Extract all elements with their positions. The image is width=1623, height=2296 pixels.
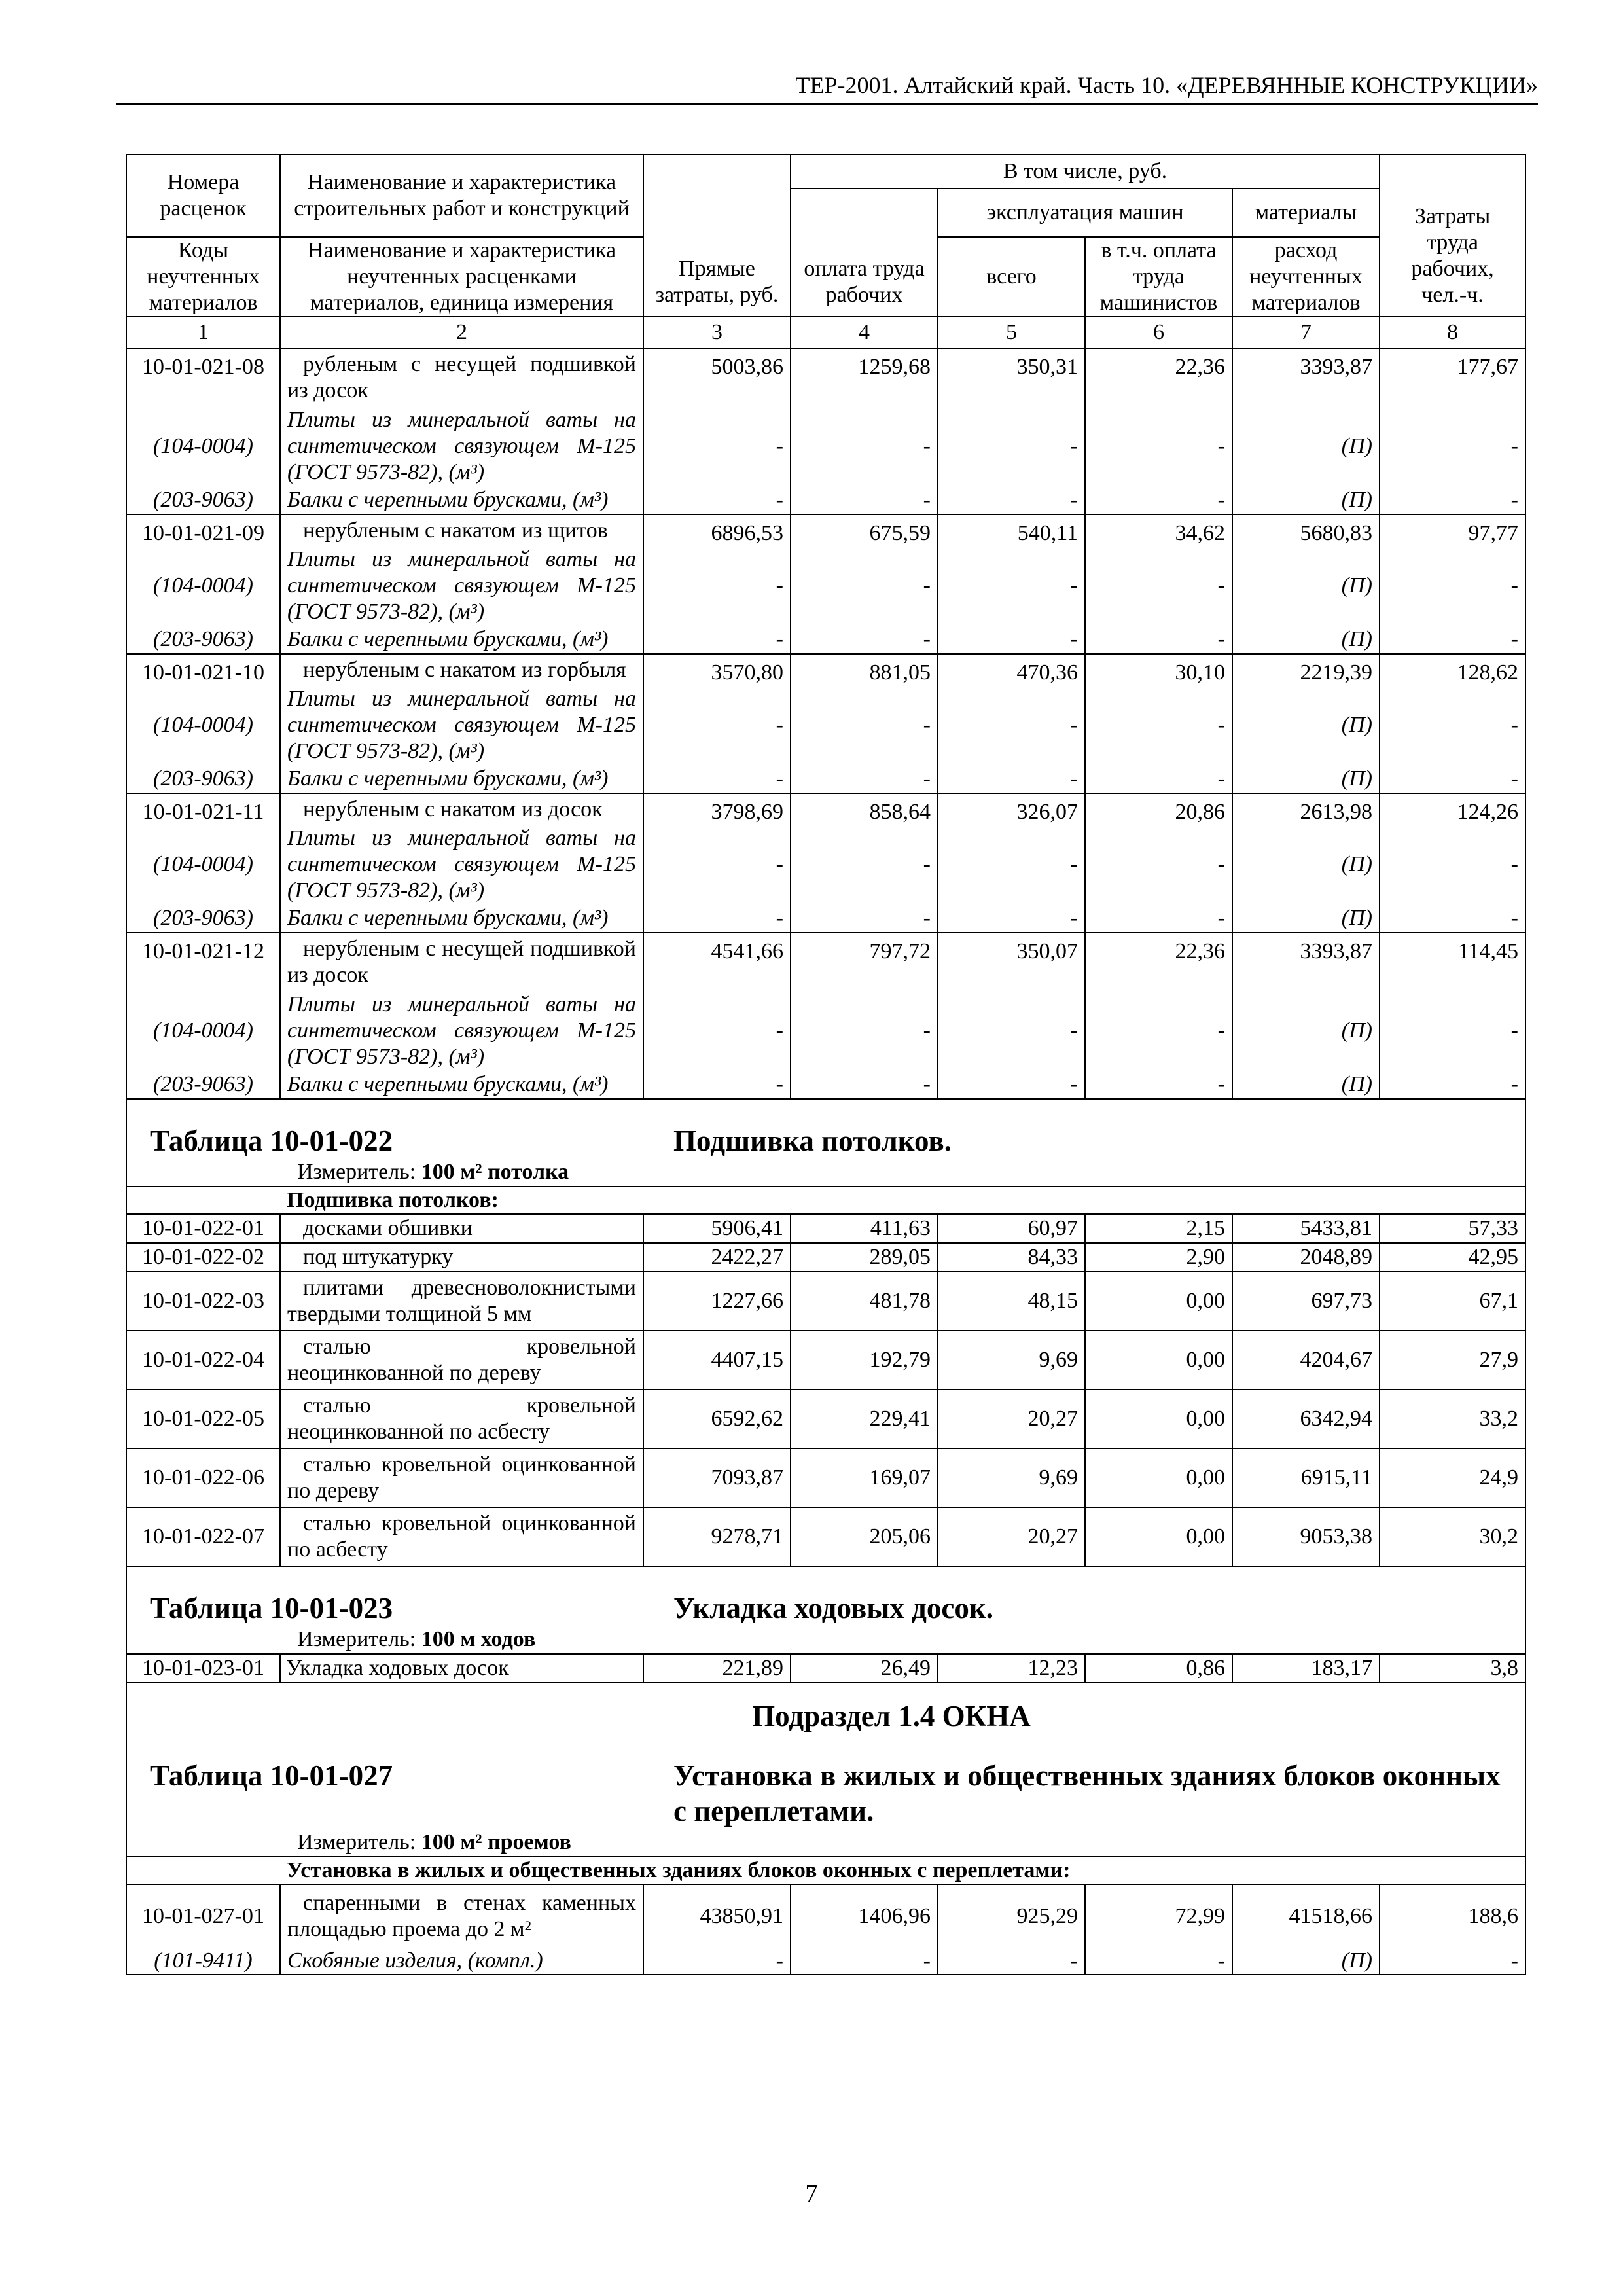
material-row	[126, 1947, 1525, 1975]
rate-code: 10-01-022-07	[126, 1507, 280, 1566]
table-row	[126, 1448, 1525, 1507]
page-number: 7	[805, 2180, 818, 2208]
materials-cost: 41518,66	[1232, 1884, 1380, 1947]
operator-pay: 30,10	[1085, 654, 1232, 686]
header-direct-costs: Прямые затраты, руб.	[643, 154, 791, 317]
material-code: (101-9411)	[126, 1947, 280, 1975]
measure-line	[134, 1626, 1518, 1653]
work-name: Укладка ходовых досок	[280, 1654, 643, 1683]
header-work-name: Наименование и характеристика строительных работ и конструкций	[280, 154, 643, 237]
material-row	[126, 992, 1525, 1070]
machine-total: 48,15	[938, 1272, 1085, 1331]
work-name: сталью кровельной неоцинкованной по асбесту	[280, 1390, 643, 1448]
material-value: -	[643, 992, 791, 1070]
material-value: -	[791, 1070, 938, 1099]
worker-pay: 169,07	[791, 1448, 938, 1507]
worker-pay: 411,63	[791, 1214, 938, 1243]
header-unaccounted-consumption: расход неучтенных материалов	[1232, 237, 1380, 317]
table-row	[126, 933, 1525, 992]
rate-code: 10-01-022-01	[126, 1214, 280, 1243]
material-name: Балки с черепными брусками, (м³)	[280, 1070, 643, 1099]
machine-total: 350,07	[938, 933, 1085, 992]
header-rate-numbers: Номера расценок	[126, 154, 280, 237]
material-row	[126, 825, 1525, 904]
material-name: Плиты из минеральной ваты на синтетическом связующем М-125 (ГОСТ 9573-82), (м³)	[280, 547, 643, 625]
materials-cost: 2219,39	[1232, 654, 1380, 686]
material-value: -	[938, 764, 1085, 793]
material-value: -	[643, 1070, 791, 1099]
work-name: досками обшивки	[280, 1214, 643, 1243]
rate-code: 10-01-022-03	[126, 1272, 280, 1331]
header-incl-operator-pay: в т.ч. оплата труда машинистов	[1085, 237, 1232, 317]
material-value: -	[1085, 486, 1232, 514]
materials-cost: 5680,83	[1232, 514, 1380, 547]
subhead-text: Подшивка потолков:	[287, 1188, 499, 1212]
header-including: В том числе, руб.	[791, 154, 1380, 188]
material-value: -	[1085, 992, 1232, 1070]
materials-cost: 2613,98	[1232, 793, 1380, 825]
header-materials: материалы	[1232, 188, 1380, 237]
material-name: Плиты из минеральной ваты на синтетическом связующем М-125 (ГОСТ 9573-82), (м³)	[280, 407, 643, 486]
direct-costs: 6896,53	[643, 514, 791, 547]
material-value: -	[643, 625, 791, 654]
worker-pay: 481,78	[791, 1272, 938, 1331]
measure-value: 100 м² потолка	[421, 1160, 569, 1184]
material-value: -	[1085, 904, 1232, 933]
labor-cost: 188,6	[1380, 1884, 1525, 1947]
material-value: -	[1380, 625, 1525, 654]
header-total: всего	[938, 237, 1085, 317]
work-name: нерубленым с накатом из щитов	[280, 514, 643, 547]
material-value: -	[791, 625, 938, 654]
material-value: -	[938, 1947, 1085, 1975]
worker-pay: 289,05	[791, 1243, 938, 1272]
measure-label: Измеритель:	[297, 1160, 416, 1184]
material-value: -	[643, 825, 791, 904]
rate-code: 10-01-021-08	[126, 348, 280, 407]
operator-pay: 0,00	[1085, 1507, 1232, 1566]
worker-pay: 881,05	[791, 654, 938, 686]
measure-line	[134, 1158, 1518, 1186]
table-row	[126, 1243, 1525, 1272]
column-number: 1	[126, 317, 280, 348]
materials-cost: 697,73	[1232, 1272, 1380, 1331]
material-value: -	[938, 686, 1085, 764]
material-value: -	[938, 547, 1085, 625]
material-consumption: (П)	[1232, 825, 1380, 904]
rate-code: 10-01-021-10	[126, 654, 280, 686]
material-consumption: (П)	[1232, 764, 1380, 793]
material-code: (203-9063)	[126, 764, 280, 793]
material-name: Балки с черепными брусками, (м³)	[280, 904, 643, 933]
rate-code: 10-01-022-04	[126, 1331, 280, 1390]
table-row	[126, 654, 1525, 686]
header-machine-operation: эксплуатация машин	[938, 188, 1232, 237]
column-number: 2	[280, 317, 643, 348]
rate-code: 10-01-022-06	[126, 1448, 280, 1507]
table-022-title-block	[126, 1099, 1525, 1187]
labor-cost: 27,9	[1380, 1331, 1525, 1390]
material-code: (203-9063)	[126, 1070, 280, 1099]
material-value: -	[1085, 825, 1232, 904]
material-code: (104-0004)	[126, 825, 280, 904]
materials-cost: 183,17	[1232, 1654, 1380, 1683]
worker-pay: 1259,68	[791, 348, 938, 407]
material-consumption: (П)	[1232, 904, 1380, 933]
material-value: -	[1380, 904, 1525, 933]
material-value: -	[1085, 625, 1232, 654]
direct-costs: 221,89	[643, 1654, 791, 1683]
materials-cost: 3393,87	[1232, 933, 1380, 992]
material-consumption: (П)	[1232, 625, 1380, 654]
machine-total: 540,11	[938, 514, 1085, 547]
direct-costs: 3798,69	[643, 793, 791, 825]
work-name: рубленым с несущей подшивкой из досок	[280, 348, 643, 407]
material-value: -	[791, 486, 938, 514]
material-name: Плиты из минеральной ваты на синтетическом связующем М-125 (ГОСТ 9573-82), (м³)	[280, 992, 643, 1070]
direct-costs: 3570,80	[643, 654, 791, 686]
rate-code: 10-01-023-01	[126, 1654, 280, 1683]
labor-cost: 42,95	[1380, 1243, 1525, 1272]
worker-pay: 26,49	[791, 1654, 938, 1683]
labor-cost: 33,2	[1380, 1390, 1525, 1448]
material-value: -	[1380, 1947, 1525, 1975]
material-row	[126, 1070, 1525, 1099]
material-name: Балки с черепными брусками, (м³)	[280, 625, 643, 654]
table-027-title-block	[126, 1683, 1525, 1857]
worker-pay: 205,06	[791, 1507, 938, 1566]
table-title: Подшивка потолков.	[673, 1124, 952, 1157]
column-number: 3	[643, 317, 791, 348]
material-value: -	[791, 904, 938, 933]
operator-pay: 72,99	[1085, 1884, 1232, 1947]
material-value: -	[1085, 686, 1232, 764]
worker-pay: 229,41	[791, 1390, 938, 1448]
subhead-text: Установка в жилых и общественных зданиях блоков оконных с переплетами:	[287, 1858, 1071, 1882]
table-023-title-block	[126, 1566, 1525, 1654]
price-table	[126, 154, 1526, 1975]
material-value: -	[938, 1070, 1085, 1099]
work-name: сталью кровельной неоцинкованной по дереву	[280, 1331, 643, 1390]
work-name: спаренными в стенах каменных площадью проема до 2 м²	[280, 1884, 643, 1947]
work-name: плитами древесноволокнистыми твердыми толщиной 5 мм	[280, 1272, 643, 1331]
operator-pay: 0,00	[1085, 1272, 1232, 1331]
material-value: -	[1380, 486, 1525, 514]
operator-pay: 0,00	[1085, 1331, 1232, 1390]
labor-cost: 177,67	[1380, 348, 1525, 407]
material-value: -	[791, 764, 938, 793]
operator-pay: 0,00	[1085, 1448, 1232, 1507]
material-value: -	[791, 825, 938, 904]
material-name: Скобяные изделия, (компл.)	[280, 1947, 643, 1975]
materials-cost: 5433,81	[1232, 1214, 1380, 1243]
material-value: -	[1085, 1070, 1232, 1099]
table-title: Установка в жилых и общественных зданиях блоков оконных с переплетами.	[673, 1759, 1501, 1827]
rate-code: 10-01-022-05	[126, 1390, 280, 1448]
table-row	[126, 1654, 1525, 1683]
material-row	[126, 486, 1525, 514]
material-value: -	[938, 825, 1085, 904]
material-value: -	[1085, 764, 1232, 793]
machine-total: 12,23	[938, 1654, 1085, 1683]
material-value: -	[1380, 547, 1525, 625]
table-row	[126, 348, 1525, 407]
work-name: нерубленым с накатом из горбыля	[280, 654, 643, 686]
worker-pay: 675,59	[791, 514, 938, 547]
machine-total: 84,33	[938, 1243, 1085, 1272]
material-value: -	[791, 547, 938, 625]
material-value: -	[1380, 764, 1525, 793]
material-value: -	[1085, 547, 1232, 625]
material-value: -	[938, 625, 1085, 654]
measure-value: 100 м² проемов	[421, 1830, 571, 1854]
material-code: (104-0004)	[126, 407, 280, 486]
material-value: -	[938, 486, 1085, 514]
direct-costs: 4541,66	[643, 933, 791, 992]
subhead-spacer	[126, 1187, 280, 1214]
measure-value: 100 м ходов	[421, 1627, 536, 1651]
labor-cost: 30,2	[1380, 1507, 1525, 1566]
operator-pay: 2,90	[1085, 1243, 1232, 1272]
labor-cost: 97,77	[1380, 514, 1525, 547]
direct-costs: 4407,15	[643, 1331, 791, 1390]
operator-pay: 20,86	[1085, 793, 1232, 825]
machine-total: 925,29	[938, 1884, 1085, 1947]
machine-total: 20,27	[938, 1390, 1085, 1448]
table-row	[126, 514, 1525, 547]
operator-pay: 22,36	[1085, 933, 1232, 992]
material-consumption: (П)	[1232, 547, 1380, 625]
material-value: -	[938, 904, 1085, 933]
table-row	[126, 1507, 1525, 1566]
labor-cost: 124,26	[1380, 793, 1525, 825]
material-name: Плиты из минеральной ваты на синтетическом связующем М-125 (ГОСТ 9573-82), (м³)	[280, 825, 643, 904]
material-row	[126, 547, 1525, 625]
worker-pay: 797,72	[791, 933, 938, 992]
table-row	[126, 1331, 1525, 1390]
table-row	[126, 1214, 1525, 1243]
material-value: -	[938, 992, 1085, 1070]
table-022-subhead	[280, 1187, 1525, 1214]
header-material-codes: Коды неучтенных материалов	[126, 237, 280, 317]
column-number: 5	[938, 317, 1085, 348]
header-labor: Затраты труда рабочих, чел.-ч.	[1380, 154, 1525, 317]
rate-code: 10-01-021-12	[126, 933, 280, 992]
work-name: сталью кровельной оцинкованной по асбесту	[280, 1507, 643, 1566]
table-title: Укладка ходовых досок.	[673, 1592, 994, 1624]
machine-total: 350,31	[938, 348, 1085, 407]
labor-cost: 128,62	[1380, 654, 1525, 686]
material-value: -	[791, 1947, 938, 1975]
direct-costs: 6592,62	[643, 1390, 791, 1448]
machine-total: 9,69	[938, 1448, 1085, 1507]
material-code: (104-0004)	[126, 686, 280, 764]
operator-pay: 2,15	[1085, 1214, 1232, 1243]
table-row	[126, 1272, 1525, 1331]
measure-line	[134, 1829, 1518, 1856]
subhead-spacer	[126, 1857, 280, 1884]
labor-cost: 24,9	[1380, 1448, 1525, 1507]
material-value: -	[791, 686, 938, 764]
rate-code: 10-01-022-02	[126, 1243, 280, 1272]
labor-cost: 114,45	[1380, 933, 1525, 992]
labor-cost: 67,1	[1380, 1272, 1525, 1331]
material-name: Плиты из минеральной ваты на синтетическом связующем М-125 (ГОСТ 9573-82), (м³)	[280, 686, 643, 764]
material-consumption: (П)	[1232, 407, 1380, 486]
material-value: -	[1380, 1070, 1525, 1099]
operator-pay: 0,86	[1085, 1654, 1232, 1683]
running-header: ТЕР-2001. Алтайский край. Часть 10. «ДЕРЕВЯННЫЕ КОНСТРУКЦИИ»	[116, 71, 1538, 105]
machine-total: 326,07	[938, 793, 1085, 825]
materials-cost: 9053,38	[1232, 1507, 1380, 1566]
column-number: 7	[1232, 317, 1380, 348]
rate-code: 10-01-027-01	[126, 1884, 280, 1947]
work-name: нерубленым с накатом из досок	[280, 793, 643, 825]
material-row	[126, 407, 1525, 486]
table-row	[126, 1390, 1525, 1448]
material-value: -	[1085, 407, 1232, 486]
worker-pay: 1406,96	[791, 1884, 938, 1947]
table-number: Таблица 10-01-027	[150, 1759, 393, 1792]
materials-cost: 2048,89	[1232, 1243, 1380, 1272]
material-row	[126, 686, 1525, 764]
measure-label: Измеритель:	[297, 1830, 416, 1854]
material-value: -	[791, 992, 938, 1070]
material-code: (104-0004)	[126, 992, 280, 1070]
materials-cost: 6915,11	[1232, 1448, 1380, 1507]
direct-costs: 5003,86	[643, 348, 791, 407]
machine-total: 60,97	[938, 1214, 1085, 1243]
direct-costs: 43850,91	[643, 1884, 791, 1947]
operator-pay: 34,62	[1085, 514, 1232, 547]
direct-costs: 9278,71	[643, 1507, 791, 1566]
machine-total: 470,36	[938, 654, 1085, 686]
labor-cost: 3,8	[1380, 1654, 1525, 1683]
material-value: -	[643, 547, 791, 625]
material-name: Балки с черепными брусками, (м³)	[280, 486, 643, 514]
material-value: -	[1380, 825, 1525, 904]
materials-cost: 6342,94	[1232, 1390, 1380, 1448]
material-consumption: (П)	[1232, 486, 1380, 514]
material-value: -	[643, 764, 791, 793]
rate-code: 10-01-021-09	[126, 514, 280, 547]
column-number: 8	[1380, 317, 1525, 348]
direct-costs: 7093,87	[643, 1448, 791, 1507]
table-027-subhead	[280, 1857, 1525, 1884]
material-row	[126, 764, 1525, 793]
material-code: (104-0004)	[126, 547, 280, 625]
material-value: -	[1380, 686, 1525, 764]
material-consumption: (П)	[1232, 686, 1380, 764]
table-number: Таблица 10-01-023	[150, 1592, 393, 1624]
direct-costs: 1227,66	[643, 1272, 791, 1331]
operator-pay: 22,36	[1085, 348, 1232, 407]
material-value: -	[643, 686, 791, 764]
operator-pay: 0,00	[1085, 1390, 1232, 1448]
column-number: 6	[1085, 317, 1232, 348]
material-row	[126, 904, 1525, 933]
material-row	[126, 625, 1525, 654]
measure-label: Измеритель:	[297, 1627, 416, 1651]
work-name: под штукатурку	[280, 1243, 643, 1272]
header-worker-pay: оплата труда рабочих	[791, 188, 938, 317]
material-value: -	[643, 904, 791, 933]
material-consumption: (П)	[1232, 992, 1380, 1070]
worker-pay: 192,79	[791, 1331, 938, 1390]
subsection-title: Подраздел 1.4 ОКНА	[752, 1700, 1031, 1732]
materials-cost: 4204,67	[1232, 1331, 1380, 1390]
material-code: (203-9063)	[126, 904, 280, 933]
material-value: -	[643, 407, 791, 486]
direct-costs: 5906,41	[643, 1214, 791, 1243]
material-name: Балки с черепными брусками, (м³)	[280, 764, 643, 793]
material-value: -	[643, 486, 791, 514]
worker-pay: 858,64	[791, 793, 938, 825]
table-number: Таблица 10-01-022	[150, 1124, 393, 1157]
rate-code: 10-01-021-11	[126, 793, 280, 825]
machine-total: 20,27	[938, 1507, 1085, 1566]
labor-cost: 57,33	[1380, 1214, 1525, 1243]
material-value: -	[643, 1947, 791, 1975]
material-code: (203-9063)	[126, 486, 280, 514]
material-consumption: (П)	[1232, 1947, 1380, 1975]
material-value: -	[1380, 407, 1525, 486]
work-name: сталью кровельной оцинкованной по дереву	[280, 1448, 643, 1507]
direct-costs: 2422,27	[643, 1243, 791, 1272]
material-value: -	[938, 407, 1085, 486]
header-material-name: Наименование и характеристика неучтенных расценками материалов, единица измерения	[280, 237, 643, 317]
material-value: -	[1380, 992, 1525, 1070]
table-row	[126, 793, 1525, 825]
material-code: (203-9063)	[126, 625, 280, 654]
column-number: 4	[791, 317, 938, 348]
material-value: -	[791, 407, 938, 486]
materials-cost: 3393,87	[1232, 348, 1380, 407]
table-row	[126, 1884, 1525, 1947]
work-name: нерубленым с несущей подшивкой из досок	[280, 933, 643, 992]
material-consumption: (П)	[1232, 1070, 1380, 1099]
machine-total: 9,69	[938, 1331, 1085, 1390]
material-value: -	[1085, 1947, 1232, 1975]
